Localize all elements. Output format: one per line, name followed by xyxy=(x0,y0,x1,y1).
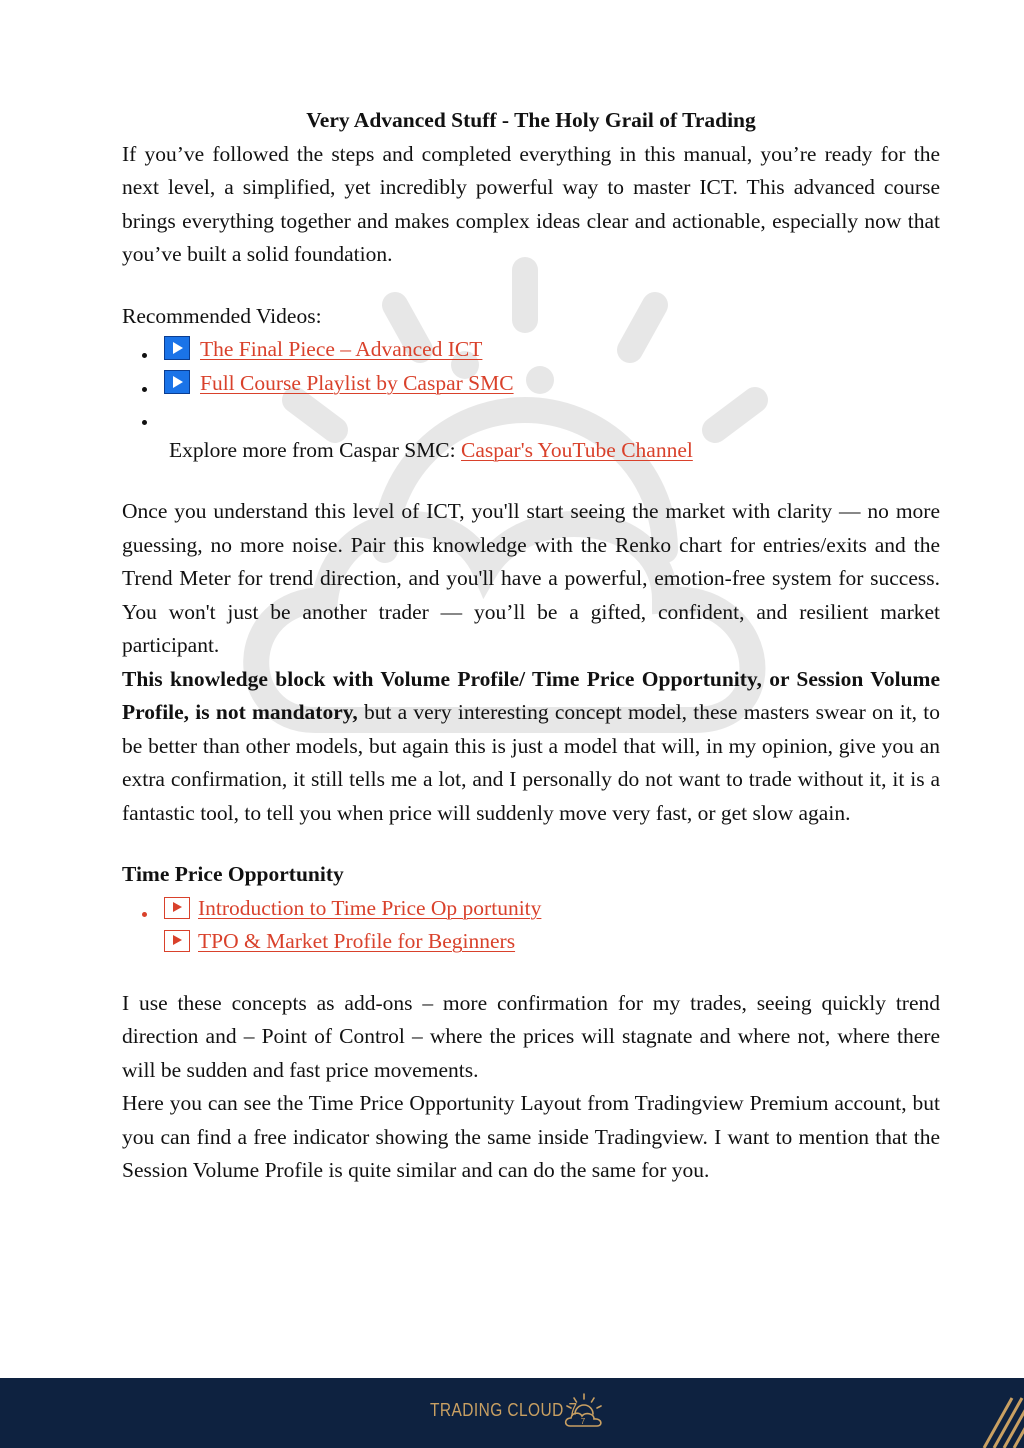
final-piece-video-link[interactable]: The Final Piece – Advanced ICT xyxy=(200,337,483,361)
page-footer xyxy=(0,1378,1024,1448)
cloud-sun-logo-icon xyxy=(562,1392,606,1432)
full-course-playlist-link[interactable]: Full Course Playlist by Caspar SMC xyxy=(200,370,514,395)
recommended-videos-heading: Recommended Videos: xyxy=(122,303,322,328)
bullet-icon xyxy=(142,912,147,917)
intro-paragraph: If you’ve followed the steps and completed everything in this manual, you’re ready for the next level, a simplified, yet incredibly powerful way to master ICT. This advanced course brings everything together and makes complex ideas clear and actionable, especially now that you’ve built a solid foundation. xyxy=(122,141,940,266)
explore-line xyxy=(122,434,940,468)
list-item xyxy=(122,892,940,926)
document-body xyxy=(122,104,940,1188)
understand-paragraph: Once you understand this level of ICT, you'll start seeing the market with clarity — no more guessing, no more noise. Pair this knowledge with the Renko chart for entries/exits and the Trend Meter for trend direction, and you'll have a powerful, emotion-free system for success. You won't just be another trader — you’ll be a gifted, confident, and resilient market participant. xyxy=(122,499,940,657)
knowledge-bold-text: This knowledge block with Volume Profile/ Time Price Opportunity, or Session Volume Profile, is not mandatory, xyxy=(122,666,940,724)
bullet-icon xyxy=(142,353,147,358)
tpo-market-profile-video-link[interactable]: TPO & Market Profile for Beginners xyxy=(198,929,516,953)
knowledge-paragraph xyxy=(122,663,940,831)
youtube-channel-link[interactable]: Caspar's YouTube Channel xyxy=(461,437,693,462)
spacer xyxy=(122,467,940,495)
play-button-icon[interactable] xyxy=(164,370,190,394)
explore-prefix: Explore more from Caspar SMC: xyxy=(169,437,461,462)
spacer xyxy=(122,959,940,987)
layout-paragraph: Here you can see the Time Price Opportunity Layout from Tradingview Premium account, but you can find a free indicator showing the same inside Tradingview. I want to mention that the Session Volume Profile is quite similar and can do the same for you. xyxy=(122,1091,940,1182)
addons-paragraph: I use these concepts as add-ons – more confirmation for my trades, seeing quickly trend direction and – Point of Control – where the prices will stagnate and where not, where there will be sudden and fast price movements. xyxy=(122,990,940,1082)
logo-digit: 7 xyxy=(580,1417,586,1426)
bullet-icon xyxy=(142,420,147,425)
list-item xyxy=(122,925,940,959)
list-item xyxy=(122,367,940,401)
play-button-icon[interactable] xyxy=(164,897,190,919)
list-item xyxy=(122,400,940,434)
tpo-videos-list xyxy=(122,892,940,959)
knowledge-rest-text: but a very interesting concept model, these masters swear on it, to be better than other models, but again this is just a model that will, in my opinion, give you an extra confirmation, it still tells me a lot, and I personally do not want to trade without it, it is a fantastic tool, to tell you when price will suddenly move very fast, or get slow again. xyxy=(122,700,941,825)
spacer xyxy=(122,272,940,300)
bullet-icon xyxy=(142,387,147,392)
list-item xyxy=(122,333,940,367)
footer-brand-text: TRADING CLOUD 7 xyxy=(430,1400,578,1420)
recommended-videos-list xyxy=(122,333,940,434)
play-button-icon[interactable] xyxy=(164,930,190,952)
page-title: Very Advanced Stuff - The Holy Grail of Trading xyxy=(306,108,756,132)
footer-stripes-decoration xyxy=(954,1378,1024,1448)
spacer xyxy=(122,830,940,858)
play-button-icon[interactable] xyxy=(164,336,190,360)
tpo-intro-video-link[interactable]: Introduction to Time Price Op portunity xyxy=(198,895,542,920)
tpo-heading: Time Price Opportunity xyxy=(122,862,344,886)
